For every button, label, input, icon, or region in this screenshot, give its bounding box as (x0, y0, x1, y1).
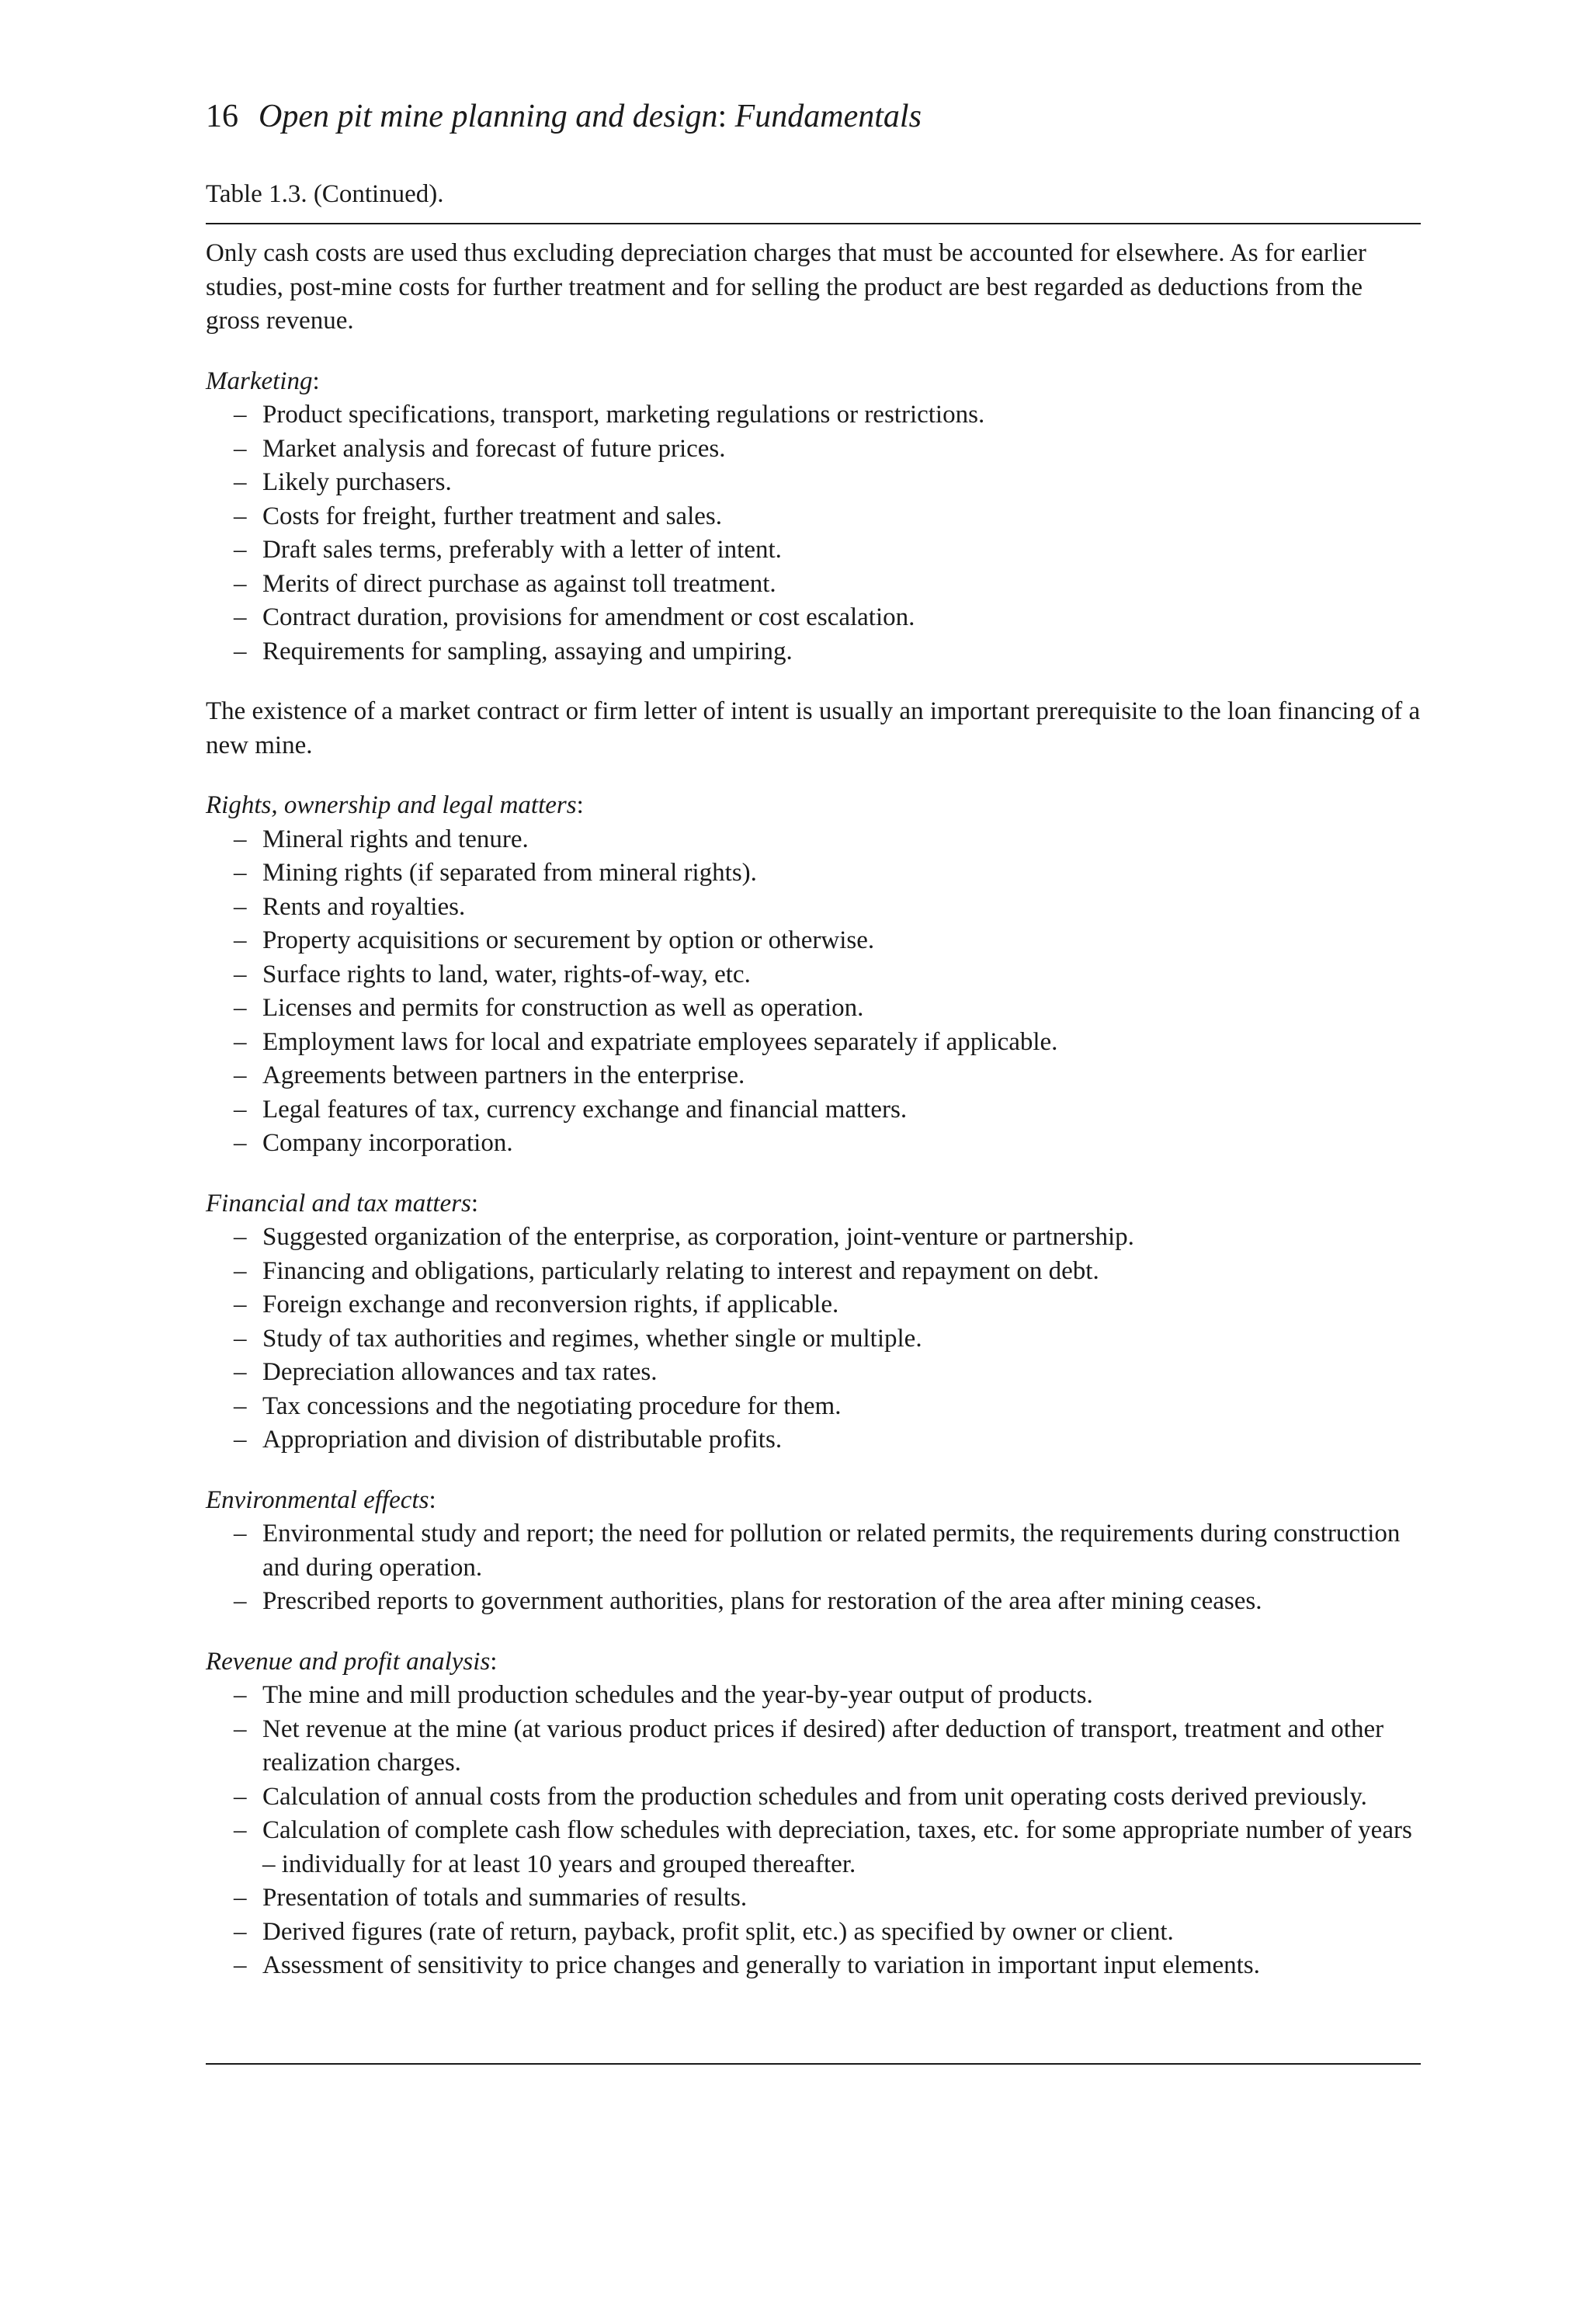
table-bottom-rule (206, 2063, 1421, 2065)
list-item: – Tax concessions and the negotiating procedure for them. (234, 1391, 842, 1420)
list-item: – Mining rights (if separated from mineral rights). (234, 859, 757, 887)
book-subtitle: Fundamentals (734, 99, 922, 134)
table-top-rule (206, 223, 1421, 224)
list-item: – Study of tax authorities and regimes, whether single or multiple. (234, 1324, 922, 1353)
page-number: 16 (206, 99, 238, 134)
book-title-main: Open pit mine planning and design (259, 99, 718, 134)
section-heading-environmental: Environmental effects: (206, 1485, 436, 1514)
section-heading-financial: Financial and tax matters: (206, 1189, 479, 1218)
list-item: – Derived figures (rate of return, payback, profit split, etc.) as specified by owner or client. (234, 1917, 1174, 1946)
list-item: – Company incorporation. (234, 1129, 513, 1157)
list-item: – Suggested organization of the enterprise, as corporation, joint-venture or partnership. (234, 1223, 1134, 1251)
section-heading-revenue: Revenue and profit analysis: (206, 1647, 498, 1676)
list-item: – Financing and obligations, particularly relating to interest and repayment on debt. (234, 1256, 1099, 1285)
list-item: – Surface rights to land, water, rights-of-way, etc. (234, 960, 751, 988)
list-item: – Contract duration, provisions for amendment or cost escalation. (234, 603, 915, 631)
book-title: Open pit mine planning and design: Fundamentals (259, 99, 922, 134)
rights-list (206, 823, 1421, 1161)
section-heading-marketing: Marketing: (206, 366, 320, 395)
list-item: – The mine and mill production schedules and the year-by-year output of products. (234, 1681, 1093, 1709)
list-item: – Assessment of sensitivity to price changes and generally to variation in important input elements. (234, 1951, 1260, 1979)
list-item: – Calculation of complete cash flow schedules with depreciation, taxes, etc. for some appropriate number of years – individually for at least 10 years and grouped thereafter. (234, 1816, 1412, 1878)
list-item: – Licenses and permits for construction as well as operation. (234, 994, 864, 1022)
list-item: – Requirements for sampling, assaying and umpiring. (234, 637, 793, 665)
list-item: – Agreements between partners in the enterprise. (234, 1061, 745, 1089)
table-body (206, 237, 1421, 1983)
list-item: – Property acquisitions or securement by option or otherwise. (234, 926, 875, 954)
list-item: – Legal features of tax, currency exchange and financial matters. (234, 1095, 908, 1124)
list-item: – Draft sales terms, preferably with a letter of intent. (234, 536, 782, 564)
running-head (206, 95, 922, 138)
marketing-list (206, 398, 1421, 669)
list-item: – Foreign exchange and reconversion rights, if applicable. (234, 1291, 839, 1318)
list-item: – Environmental study and report; the need for pollution or related permits, the requirements during construction and during operation. (234, 1520, 1401, 1582)
revenue-list (206, 1679, 1421, 1983)
list-item: – Calculation of annual costs from the production schedules and from unit operating costs derived previously. (234, 1782, 1367, 1811)
list-item: – Market analysis and forecast of future prices. (234, 434, 726, 463)
list-item: – Rents and royalties. (234, 892, 466, 921)
section-heading-rights: Rights, ownership and legal matters: (206, 791, 584, 819)
intro-paragraph: Only cash costs are used thus excluding depreciation charges that must be accounted for elsewhere. As for earlier studies, post-mine costs for further treatment and for selling the product are best regarded as deductions from the gross revenue. (206, 239, 1366, 335)
list-item: – Employment laws for local and expatriate employees separately if applicable. (234, 1027, 1058, 1056)
list-item: – Costs for freight, further treatment and sales. (234, 502, 722, 530)
marketing-note: The existence of a market contract or firm letter of intent is usually an important prerequisite to the loan financing of a new mine. (206, 697, 1421, 759)
list-item: – Appropriation and division of distributable profits. (234, 1426, 783, 1454)
list-item: – Net revenue at the mine (at various product prices if desired) after deduction of transport, treatment and other realization charges. (234, 1714, 1384, 1777)
financial-list (206, 1221, 1421, 1457)
list-item: – Mineral rights and tenure. (234, 825, 529, 853)
list-item: – Prescribed reports to government authorities, plans for restoration of the area after mining ceases. (234, 1587, 1262, 1615)
list-item: – Presentation of totals and summaries of results. (234, 1884, 748, 1912)
list-item: – Product specifications, transport, marketing regulations or restrictions. (234, 401, 985, 429)
environmental-list (206, 1517, 1421, 1619)
list-item: – Likely purchasers. (234, 468, 452, 496)
list-item: – Depreciation allowances and tax rates. (234, 1358, 658, 1386)
list-item: – Merits of direct purchase as against toll treatment. (234, 569, 776, 598)
table-caption: Table 1.3. (Continued). (206, 180, 444, 208)
